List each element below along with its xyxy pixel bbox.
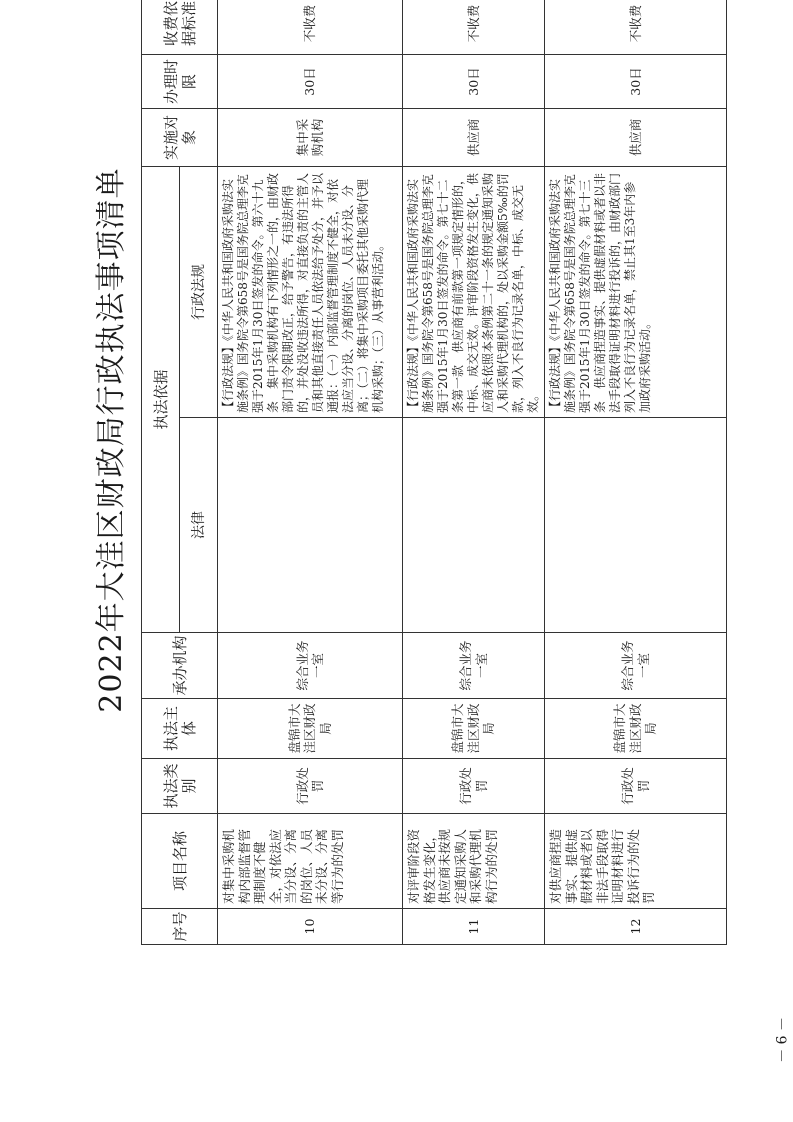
row-time: 30日 [545,54,727,108]
table-row [218,0,403,945]
row-fee: 不收费 [403,0,545,54]
table-row [403,0,545,945]
row-category: 行政处罚 [218,759,403,814]
header-item: 项目名称 [142,814,218,909]
row-subject: 盘锦市大洼区财政局 [218,699,403,759]
row-law [403,418,545,633]
header-fee: 收费依据标准 [142,0,218,54]
row-reg: 【行政法规】《中华人民共和国政府采购法实施条例》国务院令第658号是国务院总理李克强于2015年1月30日签发的命令。第七十二条第一款 供应商有前款第一项规定情形的，中标、成交无效。评审阶段资格发生变化，供应商未依照本条例第二十一条的规定通知采购人和采购代理机构的，处以采购金额5‰的罚款，列入不良行为记录名单，中标、成交无效。 [403,166,545,417]
row-subject: 盘锦市大洼区财政局 [403,699,545,759]
row-target: 集中采购机构 [218,108,403,166]
row-dept: 综合业务一室 [545,633,727,699]
rotated-page [83,0,783,945]
row-item: 对评审阶段资格发生变化，供应商未按规定通知采购人和采购代理机构行为的处罚 [403,814,545,909]
page-title: 2022年大洼区财政局行政执法事项清单 [94,167,129,713]
row-reg: 【行政法规】《中华人民共和国政府采购法实施条例》国务院令第658号是国务院总理李克强于2015年1月30日签发的命令。第七十三条 供应商捏造事实、提供虚假材料或者以非法手段取得证明材料进行投诉的，由财政部门列入不良行为记录名单，禁止其1至3年内参加政府采购活动。 [545,166,727,417]
row-category: 行政处罚 [403,759,545,814]
enforcement-table [141,0,727,945]
row-dept: 综合业务一室 [218,633,403,699]
row-item: 对集中采购机构内部监督管理制度不健全，对依法应当分设、分离的岗位、人员未分设、分离等行为的处罚 [218,814,403,909]
header-reg: 行政法规 [180,166,218,417]
header-law: 法律 [180,418,218,633]
row-law [218,418,403,633]
row-item: 对供应商捏造事实、提供虚假材料或者以非法手段取得证明材料进行投诉行为的处罚 [545,814,727,909]
header-time: 办理时限 [142,54,218,108]
row-seq: 12 [545,909,727,945]
row-time: 30日 [218,54,403,108]
row-target: 供应商 [545,108,727,166]
header-subject: 执法主体 [142,699,218,759]
row-dept: 综合业务一室 [403,633,545,699]
row-fee: 不收费 [545,0,727,54]
header-target: 实施对象 [142,108,218,166]
row-seq: 10 [218,909,403,945]
row-target: 供应商 [403,108,545,166]
row-law [545,418,727,633]
row-subject: 盘锦市大洼区财政局 [545,699,727,759]
header-category: 执法类别 [142,759,218,814]
row-seq: 11 [403,909,545,945]
row-time: 30日 [403,54,545,108]
row-reg: 【行政法规】《中华人民共和国政府采购法实施条例》国务院令第658号是国务院总理李克强于2015年1月30日签发的命令。第六十九条 集中采购机构有下列情形之一的，由财政部门责令限期改正，给予警告，有违法所得的，并处没收违法所得，对直接负责的主管人员和其他直接责任人员依法给予处分，并予以通报：（一）内部监督管理制度不健全，对依法应当分设、分离的岗位、人员未分设、分离；（二）将集中采购项目委托其他采购代理机构采购；（三）从事营利活动。 [218,166,403,417]
row-fee: 不收费 [218,0,403,54]
header-dept: 承办机构 [142,633,218,699]
table-row [545,0,727,945]
page-number: － 9 － [772,1017,788,1063]
header-basis: 执法依据 [142,166,180,632]
row-category: 行政处罚 [545,759,727,814]
header-seq: 序号 [142,909,218,945]
